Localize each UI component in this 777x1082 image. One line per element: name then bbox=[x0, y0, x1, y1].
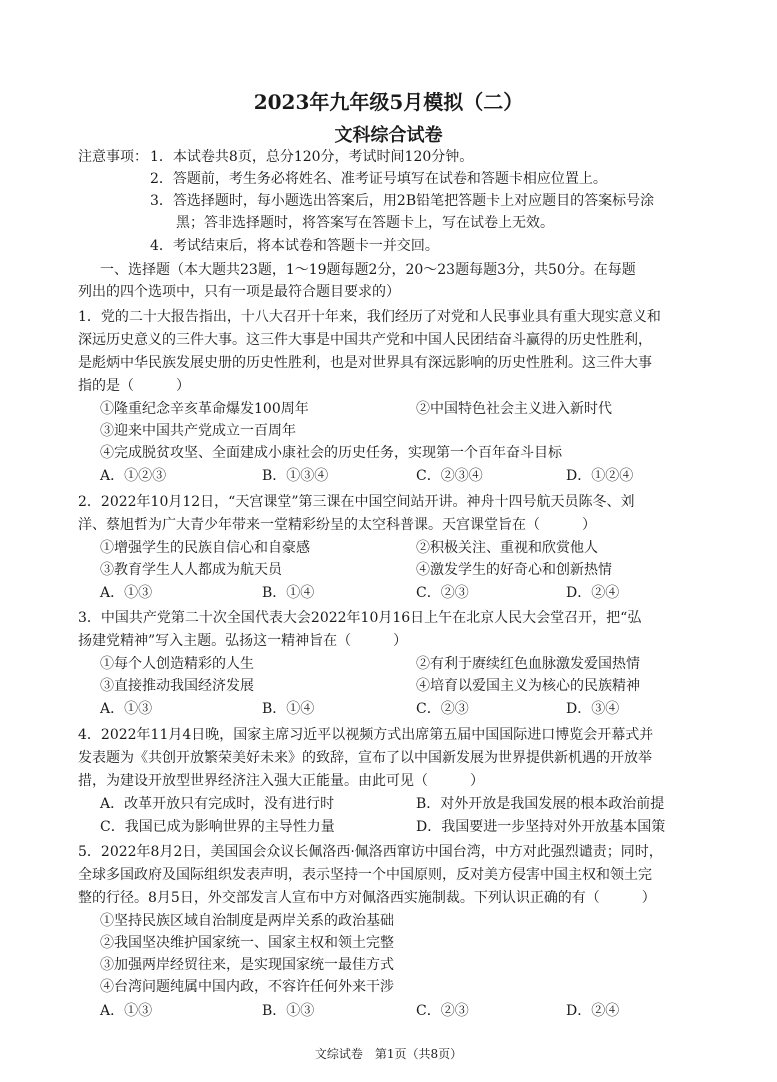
q2-item: ①增强学生的民族自信心和自豪感 bbox=[100, 540, 310, 556]
q1-stem: 深远历史意义的三件大事。这三件大事是中国共产党和中国人民团结奋斗赢得的历史性胜利， bbox=[78, 332, 652, 348]
q5-choice: D．②④ bbox=[566, 1003, 620, 1019]
note-line: 3．答选择题时，每小题选出答案后，用2B铅笔把答题卡上对应题目的答案标号涂 bbox=[150, 193, 655, 209]
q5-choice: B．①③ bbox=[262, 1003, 315, 1019]
q3-stem: 3．中国共产党第二十次全国代表大会2022年10月16日上午在北京人民大会堂召开，把“弘 bbox=[78, 610, 642, 626]
q5-item: ③加强两岸经贸往来，是实现国家统一最佳方式 bbox=[100, 957, 394, 973]
note-line: 黑；答非选择题时，将答案写在答题卡上，写在试卷上无效。 bbox=[176, 215, 554, 231]
page-footer: 文综试卷 第1页（共8页） bbox=[314, 1047, 463, 1061]
q4-choice: D．我国要进一步坚持对外开放基本国策 bbox=[416, 819, 666, 835]
q2-choice: A．①③ bbox=[100, 585, 153, 601]
page-title: 2023年九年级5月模拟（二） bbox=[253, 90, 524, 114]
note-line: 2．答题前，考生务必将姓名、准考证号填写在试卷和答题卡相应位置上。 bbox=[150, 171, 607, 187]
q1-choice: D．①②④ bbox=[566, 468, 634, 484]
q1-item: ①隆重纪念辛亥革命爆发100周年 bbox=[100, 401, 309, 417]
q4-choice: A．改革开放只有完成时，没有进行时 bbox=[100, 796, 335, 812]
q2-item: ④激发学生的好奇心和创新热情 bbox=[416, 562, 612, 578]
q5-stem: 整的行径。8月5日，外交部发言人宣布中方对佩洛西实施制裁。下列认识正确的有（ ） bbox=[78, 890, 656, 906]
q5-choice: C．②③ bbox=[416, 1003, 469, 1019]
q1-choice: C．②③④ bbox=[416, 468, 483, 484]
q1-stem: 指的是（ ） bbox=[78, 378, 190, 394]
q1-item: ②中国特色社会主义进入新时代 bbox=[416, 401, 612, 417]
page-subtitle: 文科综合试卷 bbox=[334, 125, 443, 146]
q2-choice: B．①④ bbox=[262, 585, 315, 601]
q3-choice: C．②③ bbox=[416, 701, 469, 717]
q4-stem: 4．2022年11月4日晚，国家主席习近平以视频方式出席第五届中国国际进口博览会开幕式并 bbox=[78, 727, 654, 743]
q2-stem: 洋、蔡旭哲为广大青少年带来一堂精彩纷呈的太空科普课。天宫课堂旨在（ ） bbox=[78, 517, 596, 533]
q1-stem: 1．党的二十大报告指出，十八大召开十年来，我们经历了对党和人民事业具有重大现实意义和 bbox=[78, 309, 661, 325]
q3-choice: A．①③ bbox=[100, 701, 153, 717]
q3-stem: 扬建党精神”写入主题。弘扬这一精神旨在（ ） bbox=[78, 633, 408, 649]
q4-stem: 发表题为《共创开放繁荣美好未来》的致辞，宣布了以中国新发展为世界提供新机遇的开放举 bbox=[78, 750, 652, 766]
q5-choice: A．①③ bbox=[100, 1003, 153, 1019]
q4-stem: 措，为建设开放型世界经济注入强大正能量。由此可见（ ） bbox=[78, 773, 484, 789]
q2-item: ②积极关注、重视和欣赏他人 bbox=[416, 540, 598, 556]
q3-choice: B．①④ bbox=[262, 701, 315, 717]
section-heading: 列出的四个选项中，只有一项是最符合题目要求的） bbox=[78, 284, 400, 300]
q1-item: ③迎来中国共产党成立一百周年 bbox=[100, 423, 296, 439]
q1-choice: A．①②③ bbox=[100, 468, 167, 484]
q2-choice: C．②③ bbox=[416, 585, 469, 601]
q5-stem: 全球多国政府及国际组织发表声明，表示坚持一个中国原则，反对美方侵害中国主权和领土完 bbox=[78, 867, 652, 883]
q2-choice: D．②④ bbox=[566, 585, 620, 601]
section-heading: 一、选择题（本大题共23题，1～19题每题2分，20～23题每题3分，共50分。在每题 bbox=[100, 262, 636, 278]
q5-item: ②我国坚决维护国家统一、国家主权和领土完整 bbox=[100, 935, 394, 951]
q1-choice: B．①③④ bbox=[262, 468, 329, 484]
q5-stem: 5．2022年8月2日，美国国会众议长佩洛西·佩洛西窜访中国台湾，中方对此强烈谴责；同时， bbox=[78, 844, 663, 860]
note-line: 4．考试结束后，将本试卷和答题卡一并交回。 bbox=[150, 238, 439, 254]
q3-item: ②有利于赓续红色血脉激发爱国热情 bbox=[416, 656, 640, 672]
q2-stem: 2．2022年10月12日，“天宫课堂”第三课在中国空间站开讲。神舟十四号航天员陈冬、刘 bbox=[78, 494, 635, 510]
q2-item: ③教育学生人人都成为航天员 bbox=[100, 562, 282, 578]
q1-stem: 是彪炳中华民族发展史册的历史性胜利，也是对世界具有深远影响的历史性胜利。这三件大事 bbox=[78, 355, 652, 371]
q4-choice: B．对外开放是我国发展的根本政治前提 bbox=[416, 796, 665, 812]
q3-item: ①每个人创造精彩的人生 bbox=[100, 656, 254, 672]
q4-choice: C．我国已成为影响世界的主导性力量 bbox=[100, 819, 335, 835]
q5-item: ①坚持民族区域自治制度是两岸关系的政治基础 bbox=[100, 913, 394, 929]
q5-item: ④台湾问题纯属中国内政，不容许任何外来干涉 bbox=[100, 979, 394, 995]
q1-item: ④完成脱贫攻坚、全面建成小康社会的历史任务，实现第一个百年奋斗目标 bbox=[100, 445, 562, 461]
note-line: 1．本试卷共8页，总分120分，考试时间120分钟。 bbox=[150, 149, 474, 165]
notes-label: 注意事项： bbox=[78, 149, 148, 165]
q3-item: ③直接推动我国经济发展 bbox=[100, 678, 254, 694]
q3-item: ④培育以爱国主义为核心的民族精神 bbox=[416, 678, 640, 694]
q3-choice: D．③④ bbox=[566, 701, 620, 717]
